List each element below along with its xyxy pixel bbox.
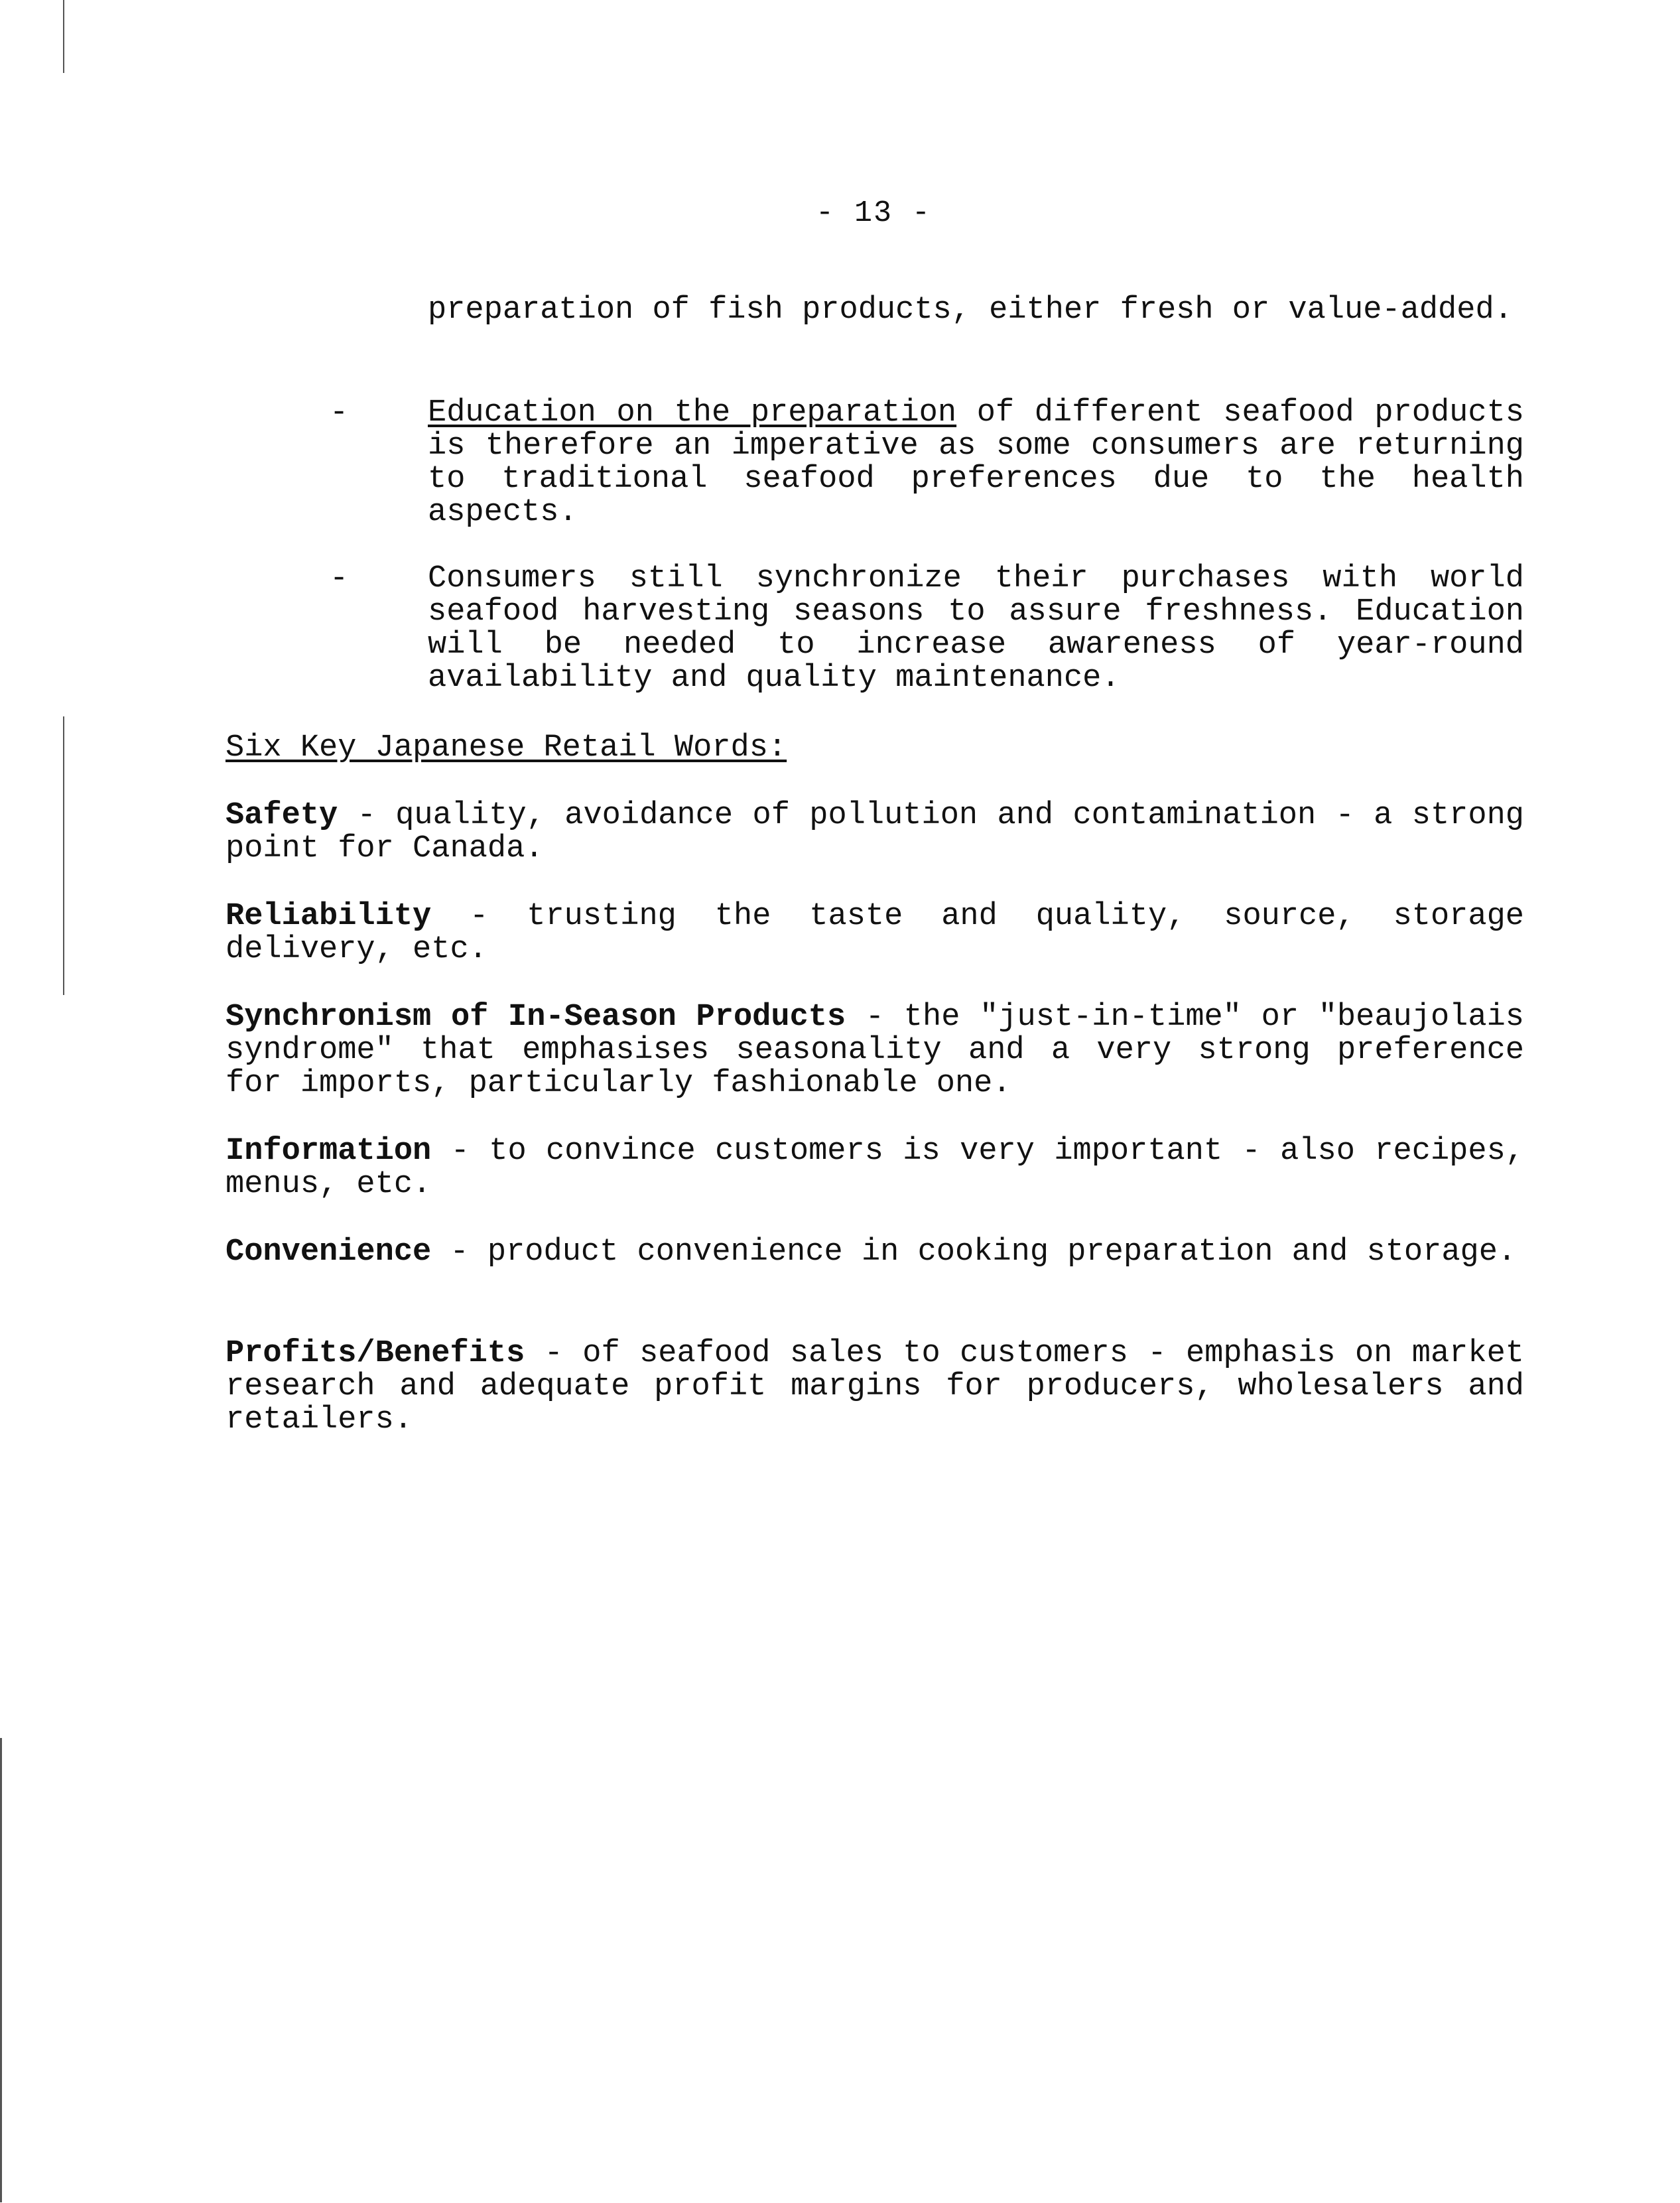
entry-convenience (226, 1236, 1524, 1269)
entry-term: Safety (226, 798, 338, 833)
entry-term: Convenience (226, 1235, 432, 1270)
entry-text: - of seafood sales to customers - emphasis on market research and adequate profit margins for producers, wholesalers and retailers. (226, 1336, 1524, 1437)
intro-paragraph: preparation of fish products, either fresh or value-added. (428, 293, 1513, 328)
entry-text: - product convenience in cooking preparation and storage. (431, 1235, 1517, 1270)
underlined-phrase: Education on the preparation (428, 395, 957, 431)
entry-term: Information (226, 1134, 432, 1169)
entry-text: - trusting the taste and quality, source, storage delivery, etc. (226, 899, 1524, 967)
bullet-text: of different seafood products is therefore an imperative as some consumers are returning to traditional seafood preferences due to the health aspects. (428, 395, 1525, 530)
entry-profits-benefits (226, 1337, 1524, 1437)
scan-margin-mark (0, 1738, 2, 2202)
entry-text: - to convince customers is very important - also recipes, menus, etc. (226, 1134, 1524, 1202)
bullet-dash: - (330, 561, 349, 596)
entry-term: Reliability (226, 899, 432, 934)
section-heading: Six Key Japanese Retail Words: (226, 730, 787, 766)
entry-safety (226, 799, 1524, 866)
entry-term: Profits/Benefits (226, 1336, 525, 1371)
bullet-paragraph-consumers: Consumers still synchronize their purchases with world seafood harvesting seasons to assure freshness. Education will be needed to increase awareness of year-round availability and quality maintenance. (428, 561, 1524, 696)
bullet-dash: - (330, 395, 349, 431)
entry-text: - the "just-in-time" or "beaujolais syndrome" that emphasises seasonality and a very strong preference for imports, particularly fashionable one. (226, 1000, 1524, 1101)
scan-margin-mark (63, 716, 64, 995)
page-number: - 13 - (816, 196, 932, 230)
entry-reliability (226, 900, 1524, 967)
entry-synchronism (226, 1001, 1524, 1101)
scan-margin-mark (63, 0, 64, 73)
entry-text: - quality, avoidance of pollution and contamination - a strong point for Canada. (226, 798, 1524, 866)
entry-information (226, 1135, 1524, 1201)
bullet-paragraph-education (428, 397, 1524, 529)
entry-term: Synchronism of In-Season Products (226, 1000, 846, 1035)
